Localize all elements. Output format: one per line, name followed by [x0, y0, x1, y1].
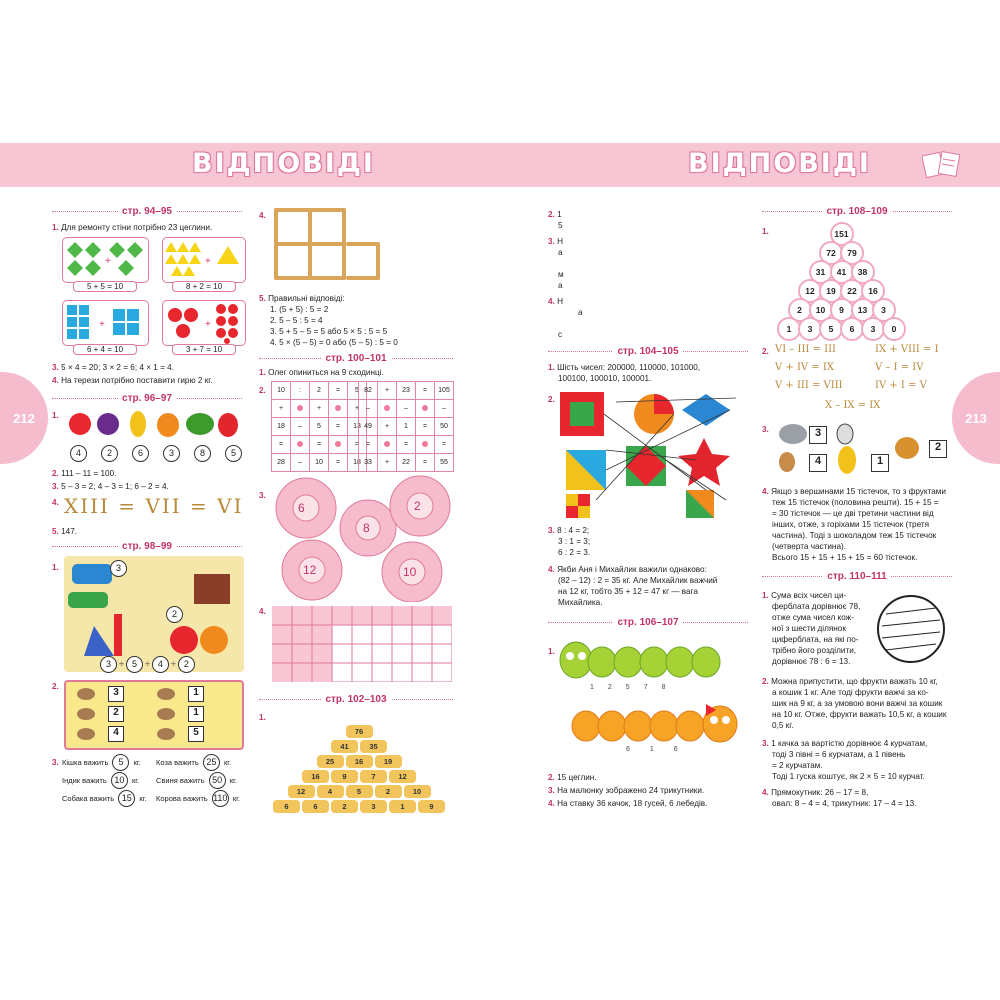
- section-heading: стр. 98–99: [52, 546, 242, 560]
- answer-text: 2. 111 – 11 = 100.: [52, 469, 117, 478]
- answer-text: 3 : 1 = 3;: [558, 537, 591, 546]
- grid-cell: 18: [348, 454, 367, 472]
- pyramid-bead: 12: [798, 279, 822, 303]
- answer-text: 5. Правильні відповіді:: [259, 294, 345, 303]
- grid-cell: [291, 400, 310, 418]
- pyramid-brick: 2: [331, 800, 358, 813]
- animals-count: 3 2 4 1: [775, 420, 955, 476]
- pyramid-brick: 16: [302, 770, 329, 783]
- pyramid-brick: 76: [346, 725, 373, 738]
- answer-text: на 10 кг. Отже, фрукти важать 10,5 кг, а кошик: [772, 710, 947, 719]
- svg-text:+: +: [105, 256, 111, 267]
- page-number-left: 212: [0, 372, 48, 464]
- answer-text: овал: 8 – 4 = 4, трикутник: 17 – 4 = 13.: [772, 799, 917, 808]
- answer-text: 3. 8 : 4 = 2;: [548, 526, 590, 535]
- grid-cell: –: [291, 454, 310, 472]
- pyramid-bead: 72: [819, 241, 843, 265]
- clock-face: [876, 594, 946, 664]
- answer-text: 3. Н: [548, 237, 564, 246]
- grid-cell: 22: [397, 454, 416, 472]
- pyramid-bead: 1: [777, 317, 801, 341]
- section-heading: стр. 110–111: [762, 576, 952, 590]
- grid-cell: +: [310, 400, 329, 418]
- grid-cell: 10: [310, 454, 329, 472]
- answer-text: ферблата дорівнює 78,: [772, 602, 861, 611]
- pyramid-bead: 31: [809, 260, 833, 284]
- notebook-icon: [922, 150, 962, 180]
- answer-text: частина). Тоді з шоколадом теж 15 тістечок: [772, 531, 937, 540]
- pyramid-bead: 0: [882, 317, 906, 341]
- answer-text: 2. 5 – 5 : 5 = 4: [270, 316, 323, 325]
- grid-cell: =: [272, 436, 291, 454]
- grid-cell: 33: [359, 454, 378, 472]
- section-heading: стр. 104–105: [548, 351, 748, 365]
- pyramid-brick: 19: [375, 755, 402, 768]
- grid-cell: 105: [435, 382, 454, 400]
- pyramid-bead: 10: [809, 298, 833, 322]
- grid-cell: =: [329, 382, 348, 400]
- answer-text: 4. На терези потрібно поставити гирю 2 кг.: [52, 376, 213, 385]
- grid-cell: [416, 400, 435, 418]
- answer-text: (82 – 12) : 2 = 35 кг. Але Михайлик важчий: [558, 576, 718, 585]
- grid-cell: 1: [397, 418, 416, 436]
- grid-cell: =: [329, 418, 348, 436]
- pyramid-bead: 3: [872, 298, 896, 322]
- grid-cell: +: [378, 454, 397, 472]
- grid-cell: 13: [348, 418, 367, 436]
- grid-cell: [291, 436, 310, 454]
- pyramid-brick: 12: [288, 785, 315, 798]
- svg-text:+: +: [205, 256, 211, 267]
- answer-text: а: [558, 248, 563, 257]
- grid-cell: –: [291, 418, 310, 436]
- answer-text: Всього 15 + 15 + 15 + 15 = 60 тістечок.: [772, 553, 918, 562]
- answer-text: 3. 5 + 5 – 5 = 5 або 5 × 5 : 5 = 5: [270, 327, 388, 336]
- equation: 3 + 7 = 10: [172, 344, 236, 355]
- answer-text: 2. 15 цеглин.: [548, 773, 597, 782]
- answer-circles: 4 2 6 3 8 5: [68, 445, 244, 462]
- answer-text: 2. Можна припустити, що фрукти важать 10 кг,: [762, 677, 938, 686]
- answer-num: 3.: [259, 491, 266, 500]
- grid-cell: :: [291, 382, 310, 400]
- section-heading: стр. 102–103: [259, 699, 453, 713]
- answer-text: 1. Олег опиниться на 9 сходинці.: [259, 368, 384, 377]
- answer-text: 5: [558, 221, 563, 230]
- answer-num: 1.: [259, 713, 266, 722]
- answer-text: а: [578, 308, 583, 317]
- grid-cell: =: [310, 436, 329, 454]
- pyramid-bead: 5: [819, 317, 843, 341]
- answer-text: трібно його розділити,: [772, 646, 857, 655]
- pyramid-brick: 10: [404, 785, 431, 798]
- picture-diamonds: [62, 237, 149, 283]
- answer-text: 3. 1 качка за вартістю дорівнює 4 курчатам,: [762, 739, 928, 748]
- answer-text: 4. На ставку 36 качок, 18 гусей, 6 лебедів.: [548, 799, 708, 808]
- animals-box: 3 1 2 1 4 5: [64, 680, 244, 750]
- page-title-right: ВІДПОВІДІ: [688, 148, 871, 179]
- pyramid-bead: 16: [861, 279, 885, 303]
- pyramid-brick: 9: [331, 770, 358, 783]
- grid-cell: 28: [272, 454, 291, 472]
- pyramid-brick: 4: [317, 785, 344, 798]
- pyramid-bead: 22: [840, 279, 864, 303]
- answer-num: 2.: [52, 682, 59, 691]
- answer-text: 4. Н: [548, 297, 564, 306]
- answer-text: ної з шести ділянок: [772, 624, 846, 633]
- matchstick-equations: VI – III = III IX + VIII = I V + IV = IX V – I = IV V + III = VIII IV + I = V X – IX = IX: [775, 344, 939, 411]
- pyramid-bead: 2: [788, 298, 812, 322]
- grid-cell: 23: [397, 382, 416, 400]
- grid-cell: 55: [435, 454, 454, 472]
- equation: 6 + 4 = 10: [73, 344, 137, 355]
- svg-text:+: +: [99, 319, 105, 330]
- grid-cell: 2: [310, 382, 329, 400]
- grid-cell: 49: [359, 418, 378, 436]
- grid-cell: –: [359, 400, 378, 418]
- pyramid-brick: 35: [360, 740, 387, 753]
- flower-puzzles: 6 8 2 12 10: [268, 474, 458, 602]
- grid-cell: [329, 400, 348, 418]
- fruit-row: [66, 408, 244, 438]
- answer-text: (четверта частина).: [772, 542, 847, 551]
- matchstick-equation: XIII = VII = VI: [64, 494, 244, 518]
- grid-cell: [378, 400, 397, 418]
- grid-cell: +: [272, 400, 291, 418]
- pyramid-bead: 19: [819, 279, 843, 303]
- answer-text: 1. Для ремонту стіни потрібно 23 цеглини.: [52, 223, 213, 232]
- pyramid-brick: 25: [317, 755, 344, 768]
- pyramid-brick: 1: [389, 800, 416, 813]
- pyramid-bead: 6: [840, 317, 864, 341]
- answer-text: Михайлика.: [558, 598, 603, 607]
- grid-cell: +: [378, 418, 397, 436]
- grid-cell: [416, 436, 435, 454]
- section-heading: стр. 108–109: [762, 211, 952, 225]
- answer-num: 3.: [762, 425, 769, 434]
- pyramid-brick: 16: [346, 755, 373, 768]
- caterpillars-picture: 12578 616: [556, 638, 748, 762]
- answer-num: 2.: [548, 395, 555, 404]
- svg-text:+: +: [205, 319, 211, 330]
- pyramid-brick: 5: [346, 785, 373, 798]
- answer-text: 1. (5 + 5) : 5 = 2: [270, 305, 329, 314]
- answer-num: 1.: [52, 563, 59, 572]
- pyramid-brick: 7: [360, 770, 387, 783]
- grid-cell: +: [348, 400, 367, 418]
- answer-text: 100100, 100010, 100001.: [558, 374, 652, 383]
- toys-picture: 3 2 3 ÷ 5 ÷ 4 ÷ 2: [64, 556, 244, 672]
- grid-cell: –: [435, 400, 454, 418]
- answer-text: 1. Сума всіх чисел ци-: [762, 591, 847, 600]
- grid-cell: +: [378, 382, 397, 400]
- answer-text: 0,5 кг.: [772, 721, 794, 730]
- answer-num: 2.: [259, 386, 266, 395]
- pyramid-brick: 2: [375, 785, 402, 798]
- grid-cell: =: [348, 436, 367, 454]
- pyramid-brick: 3: [360, 800, 387, 813]
- answer-num: 4.: [259, 607, 266, 616]
- answer-text: 3. 5 – 3 = 2; 4 – 3 = 1; 6 – 2 = 4.: [52, 482, 169, 491]
- grid-cell: =: [359, 436, 378, 454]
- answer-text: 1. Шість чисел: 200000, 110000, 101000,: [548, 363, 701, 372]
- answer-num: 1.: [548, 647, 555, 656]
- pyramid-bead: 41: [830, 260, 854, 284]
- colored-grid: [272, 606, 452, 682]
- pyramid-bead: 9: [830, 298, 854, 322]
- pyramid-brick: 6: [273, 800, 300, 813]
- answer-text: 5. 147.: [52, 527, 78, 536]
- answer-text: 6 : 2 = 3.: [558, 548, 591, 557]
- grid-cell: =: [416, 418, 435, 436]
- answer-text: Тоді 1 гуска коштує, як 2 × 5 = 10 курчат.: [772, 772, 925, 781]
- equation: 5 + 5 = 10: [73, 281, 137, 292]
- brick-pyramid: [262, 725, 458, 817]
- picture-circles: [162, 300, 246, 346]
- answer-num: 2.: [762, 347, 769, 356]
- answer-text: 4. Прямокутник: 26 – 17 = 8,: [762, 788, 869, 797]
- pattern-matching-picture: [556, 390, 748, 518]
- grid-cell: =: [416, 382, 435, 400]
- section-heading: стр. 106–107: [548, 622, 748, 636]
- grid-cell: [329, 436, 348, 454]
- answer-text: дорівнює 78 : 6 = 13.: [772, 657, 851, 666]
- pyramid-brick: 41: [331, 740, 358, 753]
- grid-cell: –: [397, 400, 416, 418]
- answer-text: інших, отже, з горіхами 15 тістечок (третя: [772, 520, 930, 529]
- answer-text: а кошик 1 кг. Але тоді фрукти важчі за ко-: [772, 688, 929, 697]
- answer-text: = 2 курчатам.: [772, 761, 823, 770]
- number-grid-1: [271, 381, 367, 472]
- matchstick-puzzle: [272, 206, 382, 282]
- grid-cell: =: [435, 436, 454, 454]
- answer-text: 2. 1: [548, 210, 562, 219]
- answer-text: теж 15 тістечок (половина решти). 15 + 15 =: [772, 498, 939, 507]
- equation: 8 + 2 = 10: [172, 281, 236, 292]
- grid-cell: 5: [348, 382, 367, 400]
- answer-text: = 30 тістечок — це дві третини частини від: [772, 509, 934, 518]
- section-heading: стр. 94–95: [52, 211, 242, 225]
- bead-pyramid: [775, 222, 955, 342]
- grid-cell: =: [329, 454, 348, 472]
- answer-text: 4. Якщо з вершинами 15 тістечок, то з фруктами: [762, 487, 946, 496]
- page-number-right: 213: [952, 372, 1000, 464]
- picture-triangles: [162, 237, 246, 283]
- answer-text: отже сума чисел кож-: [772, 613, 854, 622]
- grid-cell: =: [397, 436, 416, 454]
- answer-num: 1.: [52, 411, 59, 420]
- grid-cell: =: [416, 454, 435, 472]
- section-heading: стр. 96–97: [52, 398, 242, 412]
- section-heading: стр. 100–101: [259, 358, 453, 372]
- answer-text: м: [558, 270, 564, 279]
- page-title-left: ВІДПОВІДІ: [192, 148, 375, 179]
- pyramid-bead: 3: [861, 317, 885, 341]
- grid-cell: 5: [310, 418, 329, 436]
- answer-text: шик на 9 кг, а за умовою вони важчі за кошик: [772, 699, 943, 708]
- grid-cell: 10: [272, 382, 291, 400]
- answer-text: циферблата, на які по-: [772, 635, 859, 644]
- answer-num: 1.: [762, 227, 769, 236]
- pyramid-bead: 79: [840, 241, 864, 265]
- pyramid-brick: 9: [418, 800, 445, 813]
- answer-num: 4.: [52, 498, 59, 507]
- answer-num: 4.: [259, 211, 266, 220]
- answer-text: 4. Якби Аня і Михайлик важили однаково:: [548, 565, 707, 574]
- grid-cell: 50: [435, 418, 454, 436]
- pyramid-bead: 38: [851, 260, 875, 284]
- answer-text: на 12 кг, тобто 35 + 12 = 47 кг — вага: [558, 587, 698, 596]
- grid-cell: 82: [359, 382, 378, 400]
- pyramid-bead: 13: [851, 298, 875, 322]
- grid-cell: 18: [272, 418, 291, 436]
- answer-text: 3. На малюнку зображено 24 трикутники.: [548, 786, 705, 795]
- answer-text: 3. 5 × 4 = 20; 3 × 2 = 6; 4 × 1 = 4.: [52, 363, 175, 372]
- pyramid-bead: 3: [798, 317, 822, 341]
- answer-num: 3.: [52, 758, 59, 767]
- pyramid-bead: 151: [830, 222, 854, 246]
- answer-text: с: [558, 330, 563, 339]
- grid-cell: [378, 436, 397, 454]
- number-grid-2: [358, 381, 454, 472]
- answer-text: тоді 3 півні = 6 курчатам, а 1 півень: [772, 750, 906, 759]
- pyramid-brick: 12: [389, 770, 416, 783]
- pyramid-brick: 6: [302, 800, 329, 813]
- answer-text: а: [558, 281, 563, 290]
- answer-text: 4. 5 × (5 – 5) = 0 або (5 – 5) : 5 = 0: [270, 338, 398, 347]
- picture-squares: [62, 300, 149, 346]
